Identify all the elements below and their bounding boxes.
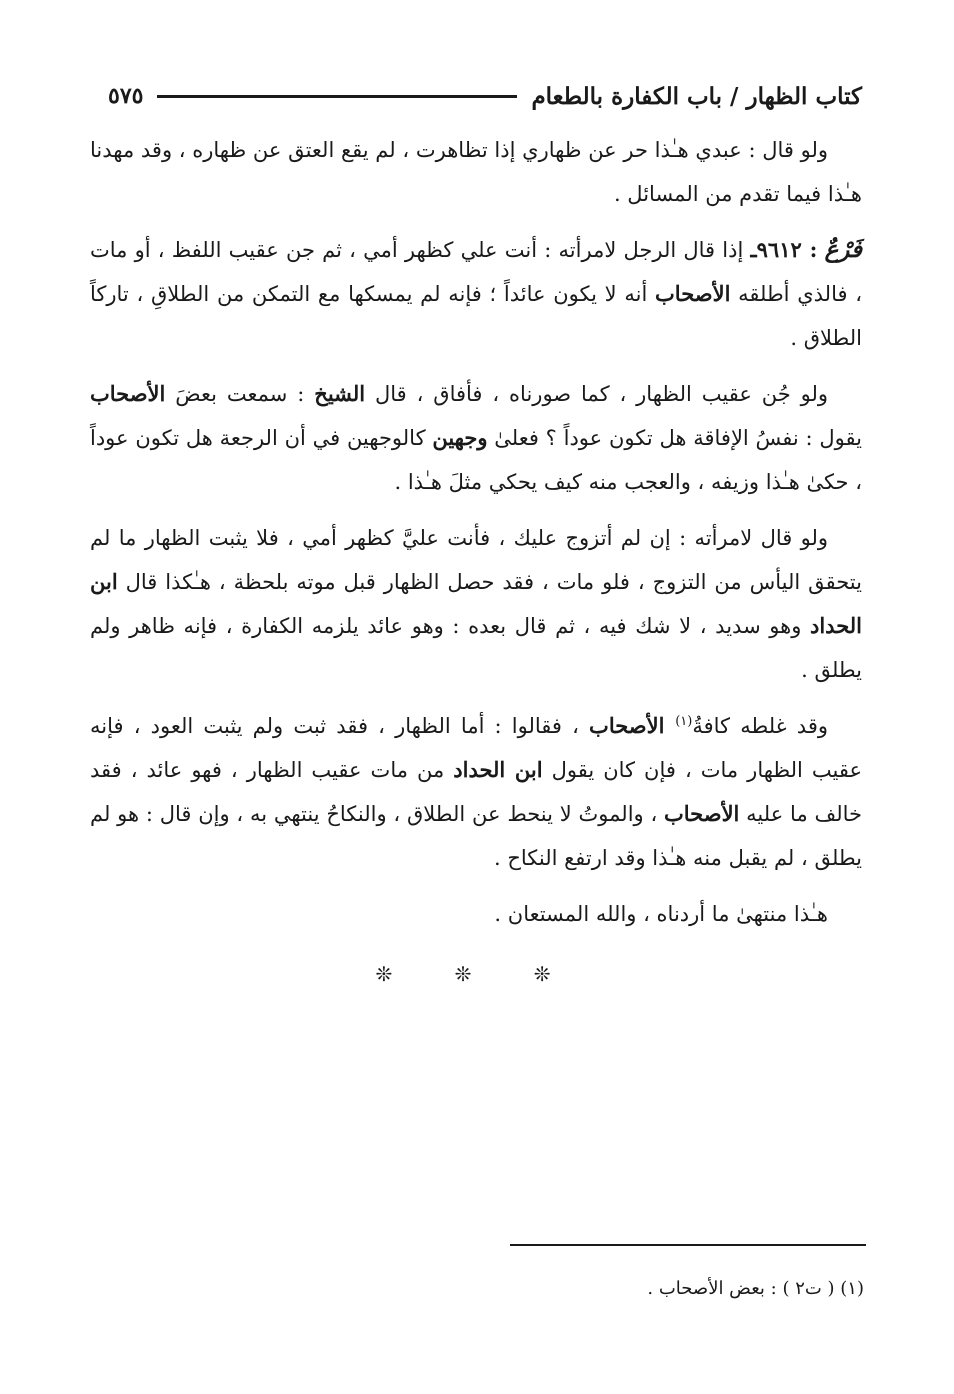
paragraph-text: ، والموتُ لا ينحط عن الطلاق ، والنكاحُ ينتهي به ، وإن قال : هو لم يطلق ، لم يقبل منه هـٰذا وقد ارتفع النكاح . <box>90 802 862 870</box>
keyword-ibn-al-haddad: ابن الحداد <box>90 569 862 638</box>
paragraph-text: أنه لا يكون عائداً ؛ فإنه لم يمسكها مع التمكن من الطلاقِ ، تاركاً الطلاق . <box>90 282 862 350</box>
paragraph-text: ، فقالوا : أما الظهار ، فقد ثبت ولم يثبت العود ، فإنه عقيب الظهار مات ، فإن كان يقول <box>90 714 862 782</box>
paragraph-text: من مات عقيب الظهار ، فهو عائد ، فقد خالف ما عليه <box>90 758 862 826</box>
paragraph-2 <box>90 228 862 360</box>
paragraph-5 <box>90 704 862 880</box>
paragraph-text: وقد غلطه كافةُ <box>692 714 828 738</box>
footnote-rule <box>510 1244 866 1246</box>
paragraph-text: كالوجهين في أن الرجعة هل تكون عوداً ، حكىٰ هـٰذا وزيفه ، والعجب منه كيف يحكي مثلَ هـٰذا . <box>90 426 862 494</box>
paragraph-4 <box>90 516 862 692</box>
page-number: ٥٧٥ <box>108 83 144 109</box>
paragraph-6 <box>90 892 862 936</box>
paragraph-text: يقول : نفسُ الإفاقة هل تكون عوداً ؟ فعلىٰ <box>487 426 862 450</box>
keyword-ibn-al-haddad: ابن الحداد <box>453 757 543 782</box>
keyword-ashab: الأصحاب <box>90 381 166 406</box>
furu-label: فَرْعٌ <box>824 236 862 263</box>
paragraph-text: إذا قال الرجل لامرأته : أنت علي كظهر أمي ، ثم جن عقيب اللفظ ، أو مات ، فالذي أطلقه <box>90 238 863 306</box>
header-rule <box>157 95 517 98</box>
footnote-text: (١) ( ت٢ ) : بعض الأصحاب . <box>647 1278 864 1299</box>
main-text <box>90 128 862 948</box>
keyword-ashab: الأصحاب <box>655 281 731 306</box>
keyword-ashab: الأصحاب <box>664 801 740 826</box>
paragraph-text: هـٰذا منتهىٰ ما أردناه ، والله المستعان . <box>494 902 828 926</box>
footnote <box>300 1272 864 1306</box>
paragraph-text: وهو سديد ، لا شك فيه ، ثم قال بعده : وهو عائد يلزمه الكفارة ، فإنه ظاهر ولم يطلق . <box>90 614 862 682</box>
paragraph-text: ولو جُن عقيب الظهار ، كما صورناه ، فأفاق ، قال <box>365 382 829 406</box>
paragraph-text: ولو قال لامرأته : إن لم أتزوج عليك ، فأنت عليَّ كظهر أمي ، فلا يثبت الظهار ما لم يتحقق اليأس من التزوج ، فلو مات ، فقد حصل الظهار قبل موته بلحظة ، هـٰكذا قال <box>90 526 862 594</box>
paragraph-text: : سمعت بعضَ <box>165 382 315 406</box>
keyword-shaykh: الشيخ <box>314 381 366 406</box>
keyword-wajhayn: وجهين <box>432 425 488 450</box>
section-break-stars: ❊ ❊ ❊ <box>375 962 579 986</box>
paragraph-3 <box>90 372 862 504</box>
paragraph-1 <box>90 128 862 216</box>
footnote-marker[interactable]: (١) <box>675 714 693 729</box>
running-title: كتاب الظهار / باب الكفارة بالطعام <box>531 82 862 110</box>
keyword-ashab: الأصحاب <box>589 713 676 738</box>
paragraph-text: ولو قال : عبدي هـٰذا حر عن ظهاري إذا تظاهرت ، لم يقع العتق عن ظهاره ، وقد مهدنا هـٰذا فيما تقدم من المسائل . <box>90 138 862 206</box>
issue-number: : ٩٦١٢ـ <box>750 237 818 262</box>
page-header <box>108 76 862 116</box>
